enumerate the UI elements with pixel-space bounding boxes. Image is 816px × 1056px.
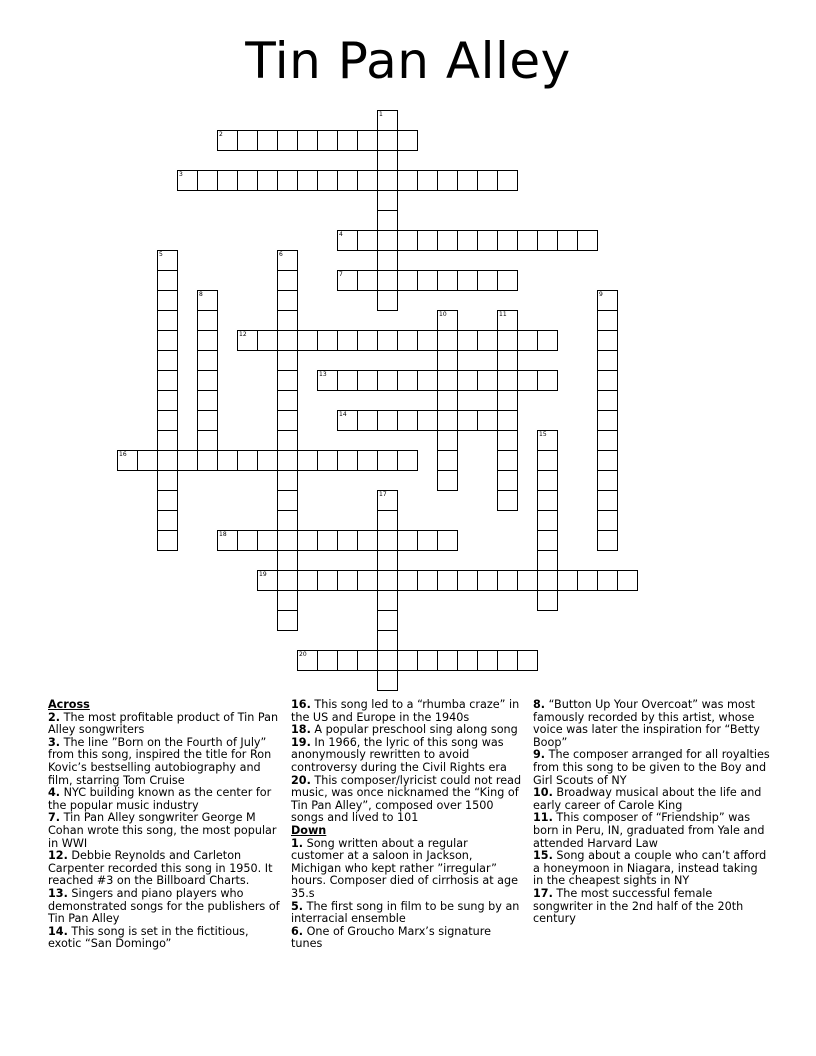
- grid-cell[interactable]: [617, 570, 638, 591]
- grid-cell[interactable]: [497, 230, 518, 251]
- clue-across-16: 16. This song led to a “rhumba craze” in the US and Europe in the 1940s: [291, 698, 520, 724]
- grid-cell[interactable]: [277, 310, 298, 331]
- grid-cell[interactable]: [157, 330, 178, 351]
- clues-column-3: [533, 699, 771, 926]
- grid-cell[interactable]: [277, 510, 298, 531]
- grid-cell[interactable]: [437, 310, 458, 331]
- grid-cell[interactable]: [537, 590, 558, 611]
- grid-cell[interactable]: [517, 570, 538, 591]
- grid-cell[interactable]: [497, 430, 518, 451]
- grid-cell[interactable]: [277, 570, 298, 591]
- grid-cell[interactable]: [157, 430, 178, 451]
- grid-cell[interactable]: [357, 650, 378, 671]
- clue-number: 10: [439, 311, 447, 318]
- clue-down-11: 11. This composer of “Friendship” was born in Peru, IN, graduated from Yale and attended Harvard Law: [533, 811, 765, 850]
- grid-cell[interactable]: [437, 430, 458, 451]
- grid-cell[interactable]: [377, 490, 398, 511]
- grid-cell[interactable]: [497, 470, 518, 491]
- grid-cell[interactable]: [277, 330, 298, 351]
- grid-cell[interactable]: [337, 170, 358, 191]
- grid-cell[interactable]: [397, 570, 418, 591]
- grid-cell[interactable]: [397, 270, 418, 291]
- grid-cell[interactable]: [537, 330, 558, 351]
- grid-cell[interactable]: [157, 390, 178, 411]
- clue-across-3: 3. The line ”Born on the Fourth of July” from this song, inspired the title for Ron Kovic’s bestselling autobiography and film, starring Tom Cruise: [48, 735, 272, 787]
- grid-cell[interactable]: [297, 170, 318, 191]
- grid-cell[interactable]: [357, 410, 378, 431]
- grid-cell[interactable]: [277, 430, 298, 451]
- grid-cell[interactable]: [417, 230, 438, 251]
- grid-cell[interactable]: [377, 290, 398, 311]
- grid-cell[interactable]: [197, 350, 218, 371]
- grid-cell[interactable]: [377, 550, 398, 571]
- grid-cell[interactable]: [517, 330, 538, 351]
- grid-cell[interactable]: [277, 250, 298, 271]
- grid-cell[interactable]: [157, 250, 178, 271]
- grid-cell[interactable]: [537, 430, 558, 451]
- grid-cell[interactable]: [137, 450, 158, 471]
- grid-cell[interactable]: [497, 390, 518, 411]
- grid-cell[interactable]: [417, 570, 438, 591]
- grid-cell[interactable]: [597, 410, 618, 431]
- grid-cell[interactable]: [297, 130, 318, 151]
- grid-cell[interactable]: [337, 130, 358, 151]
- clue-number: 13: [319, 371, 327, 378]
- grid-cell[interactable]: [277, 410, 298, 431]
- across-heading: Across: [48, 698, 90, 711]
- grid-cell[interactable]: [457, 650, 478, 671]
- grid-cell[interactable]: [277, 550, 298, 571]
- grid-cell[interactable]: [417, 170, 438, 191]
- grid-cell[interactable]: [177, 170, 198, 191]
- grid-cell[interactable]: [437, 330, 458, 351]
- grid-cell[interactable]: [397, 330, 418, 351]
- grid-cell[interactable]: [477, 270, 498, 291]
- grid-cell[interactable]: [497, 650, 518, 671]
- grid-cell[interactable]: [397, 130, 418, 151]
- grid-cell[interactable]: [257, 450, 278, 471]
- grid-cell[interactable]: [597, 390, 618, 411]
- grid-cell[interactable]: [277, 350, 298, 371]
- grid-cell[interactable]: [437, 270, 458, 291]
- grid-cell[interactable]: [597, 350, 618, 371]
- grid-cell[interactable]: [337, 270, 358, 291]
- grid-cell[interactable]: [457, 410, 478, 431]
- grid-cell[interactable]: [417, 370, 438, 391]
- grid-cell[interactable]: [217, 130, 238, 151]
- clue-across-19: 19. In 1966, the lyric of this song was anonymously rewritten to avoid controversy during the Civil Rights era: [291, 735, 507, 774]
- grid-cell[interactable]: [437, 530, 458, 551]
- grid-cell[interactable]: [537, 510, 558, 531]
- clues-column-1: [48, 699, 284, 951]
- grid-cell[interactable]: [257, 570, 278, 591]
- grid-cell[interactable]: [537, 530, 558, 551]
- grid-cell[interactable]: [197, 390, 218, 411]
- grid-cell[interactable]: [337, 450, 358, 471]
- page-title: Tin Pan Alley: [245, 32, 571, 90]
- grid-cell[interactable]: [597, 330, 618, 351]
- grid-cell[interactable]: [317, 450, 338, 471]
- grid-cell[interactable]: [317, 130, 338, 151]
- grid-cell[interactable]: [417, 650, 438, 671]
- clue-number: 18: [219, 531, 227, 538]
- grid-cell[interactable]: [377, 650, 398, 671]
- grid-cell[interactable]: [157, 370, 178, 391]
- grid-cell[interactable]: [337, 370, 358, 391]
- grid-cell[interactable]: [357, 530, 378, 551]
- grid-cell[interactable]: [497, 410, 518, 431]
- grid-cell[interactable]: [177, 450, 198, 471]
- clue-down-8: 8. “Button Up Your Overcoat” was most famously recorded by this artist, whose voice was later the inspiration for “Betty Boop”: [533, 698, 760, 749]
- grid-cell[interactable]: [377, 110, 398, 131]
- clues-column-2: [291, 699, 523, 951]
- grid-cell[interactable]: [337, 330, 358, 351]
- down-heading: Down: [291, 823, 327, 837]
- clue-down-6: 6. One of Groucho Marx’s signature tunes: [291, 924, 491, 951]
- grid-cell[interactable]: [477, 170, 498, 191]
- grid-cell[interactable]: [437, 650, 458, 671]
- grid-cell[interactable]: [197, 450, 218, 471]
- grid-cell[interactable]: [517, 230, 538, 251]
- grid-cell[interactable]: [157, 530, 178, 551]
- grid-cell[interactable]: [277, 390, 298, 411]
- grid-cell[interactable]: [377, 670, 398, 691]
- grid-cell[interactable]: [437, 570, 458, 591]
- grid-cell[interactable]: [537, 490, 558, 511]
- grid-cell[interactable]: [217, 530, 238, 551]
- grid-cell[interactable]: [157, 410, 178, 431]
- grid-cell[interactable]: [437, 470, 458, 491]
- clue-across-4: 4. NYC building known as the center for the popular music industry: [48, 786, 272, 812]
- grid-cell[interactable]: [377, 130, 398, 151]
- grid-cell[interactable]: [157, 290, 178, 311]
- grid-cell[interactable]: [497, 570, 518, 591]
- grid-cell[interactable]: [277, 130, 298, 151]
- grid-cell[interactable]: [257, 130, 278, 151]
- clue-number: 4: [339, 231, 343, 238]
- grid-cell[interactable]: [197, 330, 218, 351]
- grid-cell[interactable]: [357, 130, 378, 151]
- clue-number: 7: [339, 271, 343, 278]
- grid-cell[interactable]: [417, 410, 438, 431]
- clue-number: 5: [159, 251, 163, 258]
- clue-across-18: 18. A popular preschool sing along song: [291, 723, 518, 737]
- grid-cell[interactable]: [317, 530, 338, 551]
- grid-cell[interactable]: [397, 230, 418, 251]
- grid-cell[interactable]: [117, 450, 138, 471]
- grid-cell[interactable]: [317, 570, 338, 591]
- grid-cell[interactable]: [277, 490, 298, 511]
- grid-cell[interactable]: [597, 530, 618, 551]
- grid-cell[interactable]: [557, 230, 578, 251]
- grid-cell[interactable]: [597, 430, 618, 451]
- grid-cell[interactable]: [377, 230, 398, 251]
- grid-cell[interactable]: [497, 450, 518, 471]
- grid-cell[interactable]: [517, 370, 538, 391]
- clue-down-10: 10. Broadway musical about the life and early career of Carole King: [533, 786, 762, 812]
- grid-cell[interactable]: [597, 570, 618, 591]
- grid-cell[interactable]: [497, 350, 518, 371]
- grid-cell[interactable]: [597, 310, 618, 331]
- grid-cell[interactable]: [377, 410, 398, 431]
- grid-cell[interactable]: [257, 530, 278, 551]
- grid-cell[interactable]: [577, 230, 598, 251]
- grid-cell[interactable]: [277, 470, 298, 491]
- grid-cell[interactable]: [377, 190, 398, 211]
- grid-cell[interactable]: [437, 390, 458, 411]
- grid-cell[interactable]: [277, 170, 298, 191]
- grid-cell[interactable]: [437, 370, 458, 391]
- grid-cell[interactable]: [157, 270, 178, 291]
- grid-cell[interactable]: [317, 170, 338, 191]
- grid-cell[interactable]: [457, 570, 478, 591]
- clue-number: 9: [599, 291, 603, 298]
- clue-across-7: 7. Tin Pan Alley songwriter George M Cohan wrote this song, the most popular in WWI: [48, 811, 277, 850]
- clue-number: 17: [379, 491, 387, 498]
- grid-cell[interactable]: [337, 570, 358, 591]
- grid-cell[interactable]: [217, 170, 238, 191]
- grid-cell[interactable]: [357, 270, 378, 291]
- grid-cell[interactable]: [597, 490, 618, 511]
- grid-cell[interactable]: [337, 530, 358, 551]
- grid-cell[interactable]: [397, 410, 418, 431]
- grid-cell[interactable]: [477, 410, 498, 431]
- grid-cell[interactable]: [597, 370, 618, 391]
- clue-number: 1: [379, 111, 383, 118]
- grid-cell[interactable]: [437, 230, 458, 251]
- clue-number: 16: [119, 451, 127, 458]
- grid-cell[interactable]: [477, 650, 498, 671]
- clue-number: 6: [279, 251, 283, 258]
- grid-cell[interactable]: [597, 450, 618, 471]
- grid-cell[interactable]: [277, 370, 298, 391]
- grid-cell[interactable]: [497, 310, 518, 331]
- grid-cell[interactable]: [377, 330, 398, 351]
- clue-number: 14: [339, 411, 347, 418]
- clue-number: 12: [239, 331, 247, 338]
- clue-number: 11: [499, 311, 507, 318]
- clue-across-20: 20. This composer/lyricist could not read music, was once nicknamed the “King of Tin Pan Alley”, composed over 1500 songs and lived to 101: [291, 773, 522, 825]
- grid-cell[interactable]: [337, 650, 358, 671]
- grid-cell[interactable]: [197, 310, 218, 331]
- grid-cell[interactable]: [477, 330, 498, 351]
- grid-cell[interactable]: [377, 370, 398, 391]
- grid-cell[interactable]: [157, 350, 178, 371]
- grid-cell[interactable]: [517, 650, 538, 671]
- grid-cell[interactable]: [357, 570, 378, 591]
- grid-cell[interactable]: [437, 350, 458, 371]
- grid-cell[interactable]: [237, 170, 258, 191]
- grid-cell[interactable]: [317, 370, 338, 391]
- grid-cell[interactable]: [377, 150, 398, 171]
- grid-cell[interactable]: [277, 590, 298, 611]
- grid-cell[interactable]: [537, 230, 558, 251]
- grid-cell[interactable]: [277, 290, 298, 311]
- clue-down-5: 5. The first song in film to be sung by an interracial ensemble: [291, 899, 520, 926]
- grid-cell[interactable]: [297, 450, 318, 471]
- grid-cell[interactable]: [537, 470, 558, 491]
- grid-cell[interactable]: [417, 270, 438, 291]
- grid-cell[interactable]: [197, 170, 218, 191]
- grid-cell[interactable]: [457, 230, 478, 251]
- grid-cell[interactable]: [377, 630, 398, 651]
- grid-cell[interactable]: [257, 330, 278, 351]
- grid-cell[interactable]: [497, 370, 518, 391]
- clue-down-1: 1. Song written about a regular customer at a saloon in Jackson, Michigan who kept rather ”irregular” hours. Composer died of cirrhosis at age 35.s: [291, 836, 518, 900]
- grid-cell[interactable]: [457, 270, 478, 291]
- grid-cell[interactable]: [457, 170, 478, 191]
- grid-cell[interactable]: [237, 330, 258, 351]
- grid-cell[interactable]: [377, 170, 398, 191]
- grid-cell[interactable]: [597, 510, 618, 531]
- clue-across-13: 13. Singers and piano players who demonstrated songs for the publishers of Tin Pan Alley: [48, 886, 280, 926]
- grid-cell[interactable]: [537, 550, 558, 571]
- grid-cell[interactable]: [297, 650, 318, 671]
- clue-across-14: 14. This song is set in the fictitious, exotic “San Domingo”: [48, 924, 249, 951]
- clue-number: 8: [199, 291, 203, 298]
- grid-cell[interactable]: [377, 250, 398, 271]
- grid-cell[interactable]: [197, 410, 218, 431]
- grid-cell[interactable]: [277, 270, 298, 291]
- grid-cell[interactable]: [357, 450, 378, 471]
- grid-cell[interactable]: [437, 450, 458, 471]
- grid-cell[interactable]: [577, 570, 598, 591]
- grid-cell[interactable]: [497, 330, 518, 351]
- grid-cell[interactable]: [377, 450, 398, 471]
- grid-cell[interactable]: [377, 270, 398, 291]
- grid-cell[interactable]: [237, 530, 258, 551]
- grid-cell[interactable]: [157, 310, 178, 331]
- clue-number: 2: [219, 131, 223, 138]
- grid-cell[interactable]: [317, 650, 338, 671]
- grid-cell[interactable]: [477, 370, 498, 391]
- grid-cell[interactable]: [477, 570, 498, 591]
- grid-cell[interactable]: [437, 410, 458, 431]
- grid-cell[interactable]: [477, 230, 498, 251]
- grid-cell[interactable]: [157, 510, 178, 531]
- grid-cell[interactable]: [197, 430, 218, 451]
- grid-cell[interactable]: [357, 170, 378, 191]
- grid-cell[interactable]: [357, 230, 378, 251]
- grid-cell[interactable]: [497, 170, 518, 191]
- grid-cell[interactable]: [257, 170, 278, 191]
- grid-cell[interactable]: [377, 210, 398, 231]
- grid-cell[interactable]: [317, 330, 338, 351]
- grid-cell[interactable]: [377, 510, 398, 531]
- grid-cell[interactable]: [497, 490, 518, 511]
- grid-cell[interactable]: [377, 590, 398, 611]
- grid-cell[interactable]: [297, 330, 318, 351]
- grid-cell[interactable]: [157, 470, 178, 491]
- grid-cell[interactable]: [397, 170, 418, 191]
- clue-down-15: 15. Song about a couple who can’t afford a honeymoon in Niagara, instead taking in the cheapest sights in NY: [533, 849, 767, 888]
- grid-cell[interactable]: [297, 570, 318, 591]
- grid-cell[interactable]: [557, 570, 578, 591]
- clue-number: 20: [299, 651, 307, 658]
- grid-cell[interactable]: [337, 230, 358, 251]
- grid-cell[interactable]: [437, 170, 458, 191]
- grid-cell[interactable]: [397, 370, 418, 391]
- grid-cell[interactable]: [357, 330, 378, 351]
- grid-cell[interactable]: [537, 570, 558, 591]
- grid-cell[interactable]: [397, 450, 418, 471]
- grid-cell[interactable]: [457, 370, 478, 391]
- grid-cell[interactable]: [397, 530, 418, 551]
- grid-cell[interactable]: [277, 530, 298, 551]
- grid-cell[interactable]: [377, 610, 398, 631]
- grid-cell[interactable]: [597, 290, 618, 311]
- grid-cell[interactable]: [277, 450, 298, 471]
- grid-cell[interactable]: [237, 450, 258, 471]
- grid-cell[interactable]: [197, 370, 218, 391]
- grid-cell[interactable]: [537, 370, 558, 391]
- grid-cell[interactable]: [157, 450, 178, 471]
- grid-cell[interactable]: [297, 530, 318, 551]
- grid-cell[interactable]: [197, 290, 218, 311]
- grid-cell[interactable]: [157, 490, 178, 511]
- grid-cell[interactable]: [217, 450, 238, 471]
- clue-across-12: 12. Debbie Reynolds and Carleton Carpenter recorded this song in 1950. It reached #3 on the Billboard Charts.: [48, 849, 273, 888]
- grid-cell[interactable]: [277, 610, 298, 631]
- grid-cell[interactable]: [457, 330, 478, 351]
- clue-down-17: 17. The most successful female songwriter in the 2nd half of the 20th century: [533, 886, 744, 926]
- clue-across-2: 2. The most profitable product of Tin Pan Alley songwriters: [48, 710, 279, 737]
- grid-cell[interactable]: [417, 530, 438, 551]
- grid-cell[interactable]: [417, 330, 438, 351]
- grid-cell[interactable]: [537, 450, 558, 471]
- grid-cell[interactable]: [237, 130, 258, 151]
- clue-number: 15: [539, 431, 547, 438]
- clue-number: 3: [179, 171, 183, 178]
- grid-cell[interactable]: [597, 470, 618, 491]
- clue-down-9: 9. The composer arranged for all royalties from this song to be given to the Boy and Girl Scouts of NY: [533, 748, 770, 787]
- grid-cell[interactable]: [497, 270, 518, 291]
- grid-cell[interactable]: [377, 530, 398, 551]
- grid-cell[interactable]: [357, 370, 378, 391]
- clue-number: 19: [259, 571, 267, 578]
- grid-cell[interactable]: [337, 410, 358, 431]
- grid-cell[interactable]: [377, 570, 398, 591]
- grid-cell[interactable]: [397, 650, 418, 671]
